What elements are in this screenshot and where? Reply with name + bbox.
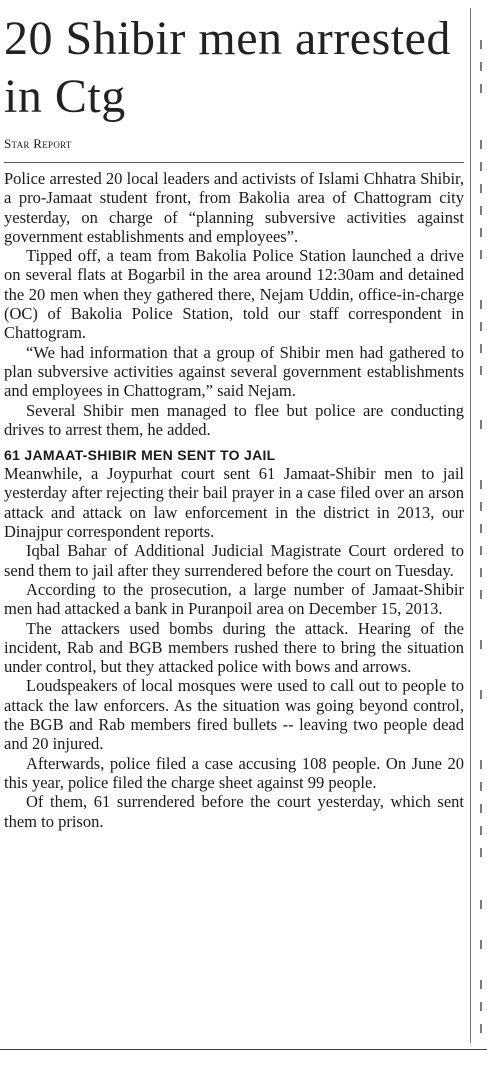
paragraph: Police arrested 20 local leaders and activists of Islami Chhatra Shibir, a pro-Jamaat student front, from Bakolia area of Chattogram city yesterday, on charge of “planning subversive activities against government establishments and employees”. [4, 169, 464, 246]
paragraph: According to the prosecution, a large number of Jamaat-Shibir men had attacked a bank in Puranpoil area on December 15, 2013. [4, 579, 464, 619]
byline-divider [4, 162, 464, 163]
paragraph: The attackers used bombs during the attack. Hearing of the incident, Rab and BGB members rushed there to bring the situation under control, but they attacked police with bows and arrows. [4, 618, 464, 677]
subheading: 61 JAMAAT-SHIBIR MEN SENT TO JAIL [4, 447, 276, 464]
paragraph: Loudspeakers of local mosques were used to call out to people to attack the law enforcers. As the situation was going beyond control, the BGB and Rab members fired bullets -- leaving two people dead and 20 injured. [4, 676, 464, 754]
paragraph: Meanwhile, a Joypurhat court sent 61 Jamaat-Shibir men to jail yesterday after rejecting their bail prayer in a case filed over an arson attack and attack on law enforcement in the district in 2013, our Dinajpur correspondent reports. [4, 464, 464, 542]
paragraph: Iqbal Bahar of Additional Judicial Magistrate Court ordered to send them to jail after they surrendered before the court on Tuesday. [4, 541, 464, 580]
headline: 20 Shibir men arrested in Ctg [4, 12, 451, 123]
column-divider [470, 8, 471, 1043]
news-article [4, 0, 464, 831]
byline: Star Report [4, 136, 72, 151]
paragraph: Tipped off, a team from Bakolia Police Station launched a drive on several flats at Bogarbil in the area around 12:30am and detained the 20 men when they gathered there, Nejam Uddin, office-in-charge (OC) of Bakolia Police Station, told our staff correspondent in Chattogram. [4, 246, 464, 343]
paragraph: Several Shibir men managed to flee but police are conducting drives to arrest them, he added. [4, 400, 464, 439]
paragraph: “We had information that a group of Shibir men had gathered to plan subversive activities against several government establishments and employees in Chattogram,” said Nejam. [4, 342, 464, 401]
paragraph: Afterwards, police filed a case accusing 108 people. On June 20 this year, police filed the charge sheet against 99 people. [4, 753, 464, 792]
bottom-divider [0, 1049, 487, 1050]
paragraph: Of them, 61 surrendered before the court yesterday, which sent them to prison. [4, 792, 464, 831]
adjacent-column-fragment [478, 0, 487, 1049]
